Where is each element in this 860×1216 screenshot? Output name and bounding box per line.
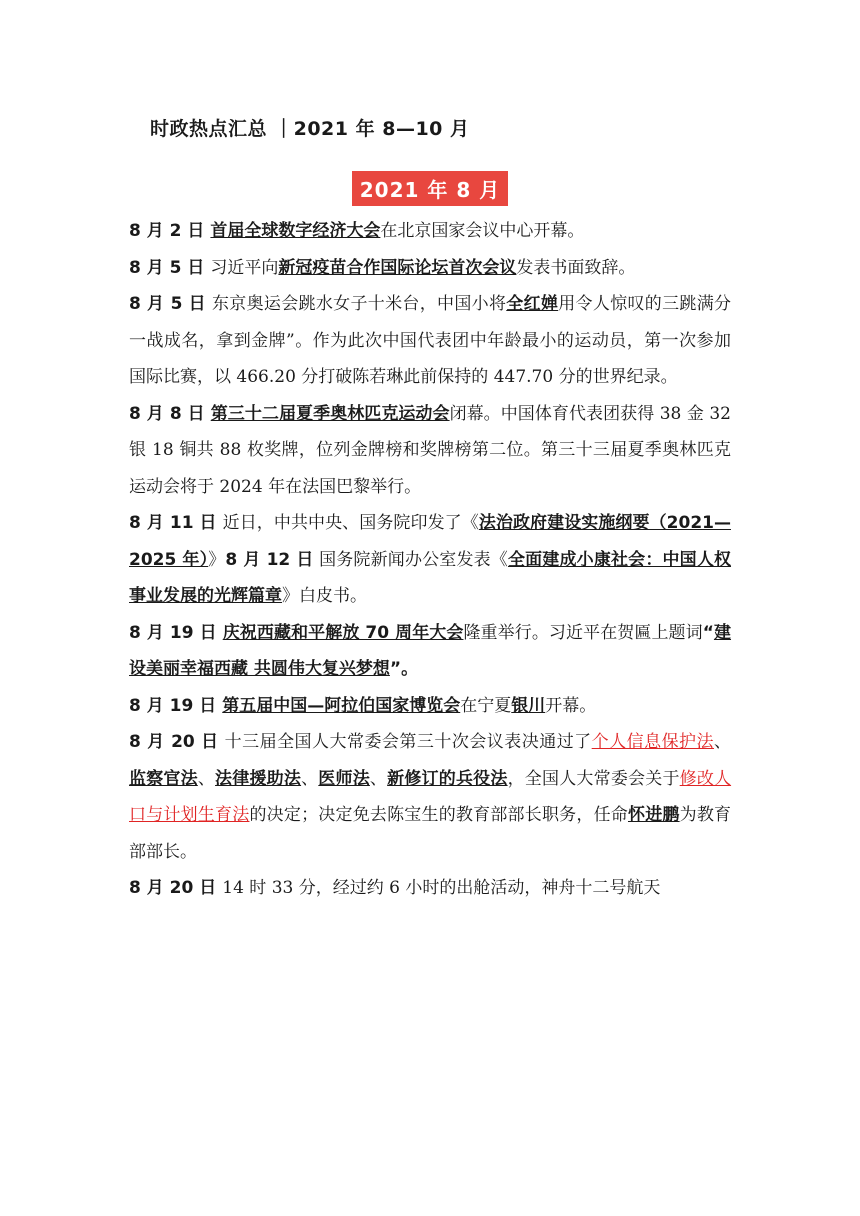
news-entry [129,213,731,250]
entry-text: 的决定；决定免去陈宝生的教育部部长职务，任命 [249,805,628,825]
entry-date: 8 月 19 日 [129,695,217,716]
keyword-highlight: 第三十二届夏季奥林匹克运动会 [210,403,450,424]
entry-date: 8 月 19 日 [129,622,217,643]
keyword-highlight: 怀进鹏 [627,805,680,825]
keyword-highlight: 个人信息保护法 [591,732,715,752]
entry-text: 十三届全国人大常委会第三十次会议表决通过了 [224,732,592,752]
entry-text: 、 [369,768,388,789]
entry-date: 8 月 20 日 [129,878,217,898]
keyword-highlight: 庆祝西藏和平解放 70 周年大会 [222,622,464,643]
entry-text: 、 [714,732,732,752]
entry-text: 、 [197,768,216,789]
entry-date: 8 月 20 日 [129,732,219,752]
entry-text: 东京奥运会跳水女子十米台，中国小将 [211,294,507,314]
entry-text: 开幕。 [545,695,597,716]
entry-date: 8 月 8 日 [129,403,205,424]
entry-text: 》 [208,549,226,570]
entry-date: 8 月 5 日 [129,257,205,278]
keyword-highlight: 监察官法 [129,768,198,789]
entry-text: 习近平向 [210,257,279,278]
entry-text: 为教育部部长。 [129,805,732,862]
entry-text: ，全国人大常委会关于 [507,768,680,789]
entry-text: 闭幕。中国体育代表团获得 38 金 32 银 18 铜共 88 枚奖牌，位列金牌榜和奖牌榜第二位。第三十三届夏季奥林匹克运动会将于 2024 年在法国巴黎举行。 [129,403,731,497]
news-entry [129,505,731,615]
entry-text: 隆重举行。习近平在贺匾上题词 [463,622,703,643]
news-entry [129,724,731,870]
keyword-highlight: 修改人口与计划生育法 [129,768,732,825]
entry-text: 8 月 12 日 [225,549,314,570]
month-heading-row [0,171,860,206]
entry-text: 》白皮书。 [282,586,367,606]
news-list [129,213,731,907]
entry-date: 8 月 11 日 [129,513,217,533]
entry-text: 14 时 33 分，经过约 6 小时的出舱活动，神舟十二号航天 [222,878,661,898]
news-entry [129,250,731,287]
keyword-highlight: 全红婵 [506,294,559,314]
keyword-highlight: 全面建成小康社会：中国人权事业发展的光辉篇章 [129,549,732,606]
news-entry [129,615,731,688]
entry-text: 、 [301,768,319,789]
entry-text: “ [702,622,714,643]
entry-date: 8 月 2 日 [129,221,205,241]
entry-text: 发表书面致辞。 [516,257,636,278]
news-entry [129,286,731,396]
entry-text: ”。 [389,659,419,679]
month-heading: 2021 年 8 月 [352,171,508,206]
news-entry [129,396,731,506]
keyword-highlight: 新修订的兵役法 [387,768,508,789]
entry-date: 8 月 5 日 [129,294,206,314]
keyword-highlight: 新冠疫苗合作国际论坛首次会议 [278,257,517,278]
entry-text: 在北京国家会议中心开幕。 [380,221,585,241]
entry-text: 国务院新闻办公室发表《 [313,549,508,570]
document-title: 时政热点汇总 ｜2021 年 8—10 月 [150,118,470,140]
news-entry [129,870,731,907]
keyword-highlight: 第五届中国—阿拉伯国家博览会 [222,695,461,716]
keyword-highlight: 建设美丽幸福西藏 共圆伟大复兴梦想 [129,622,732,679]
keyword-highlight: 法律援助法 [215,768,302,789]
entry-text: 近日，中共中央、国务院印发了《 [222,513,479,533]
keyword-highlight: 首届全球数字经济大会 [210,221,381,241]
keyword-highlight: 法治政府建设实施纲要（2021—2025 年） [129,513,731,570]
news-entry [129,688,731,725]
keyword-highlight: 医师法 [318,768,370,789]
entry-text: 在宁夏 [460,695,512,716]
keyword-highlight: 银川 [511,695,546,716]
entry-text: 用令人惊叹的三跳满分一战成名，拿到金牌”。作为此次中国代表团中年龄最小的运动员，第一次参加国际比赛，以 466.20 分打破陈若琳此前保持的 447.70 分的世界纪录。 [129,294,732,387]
